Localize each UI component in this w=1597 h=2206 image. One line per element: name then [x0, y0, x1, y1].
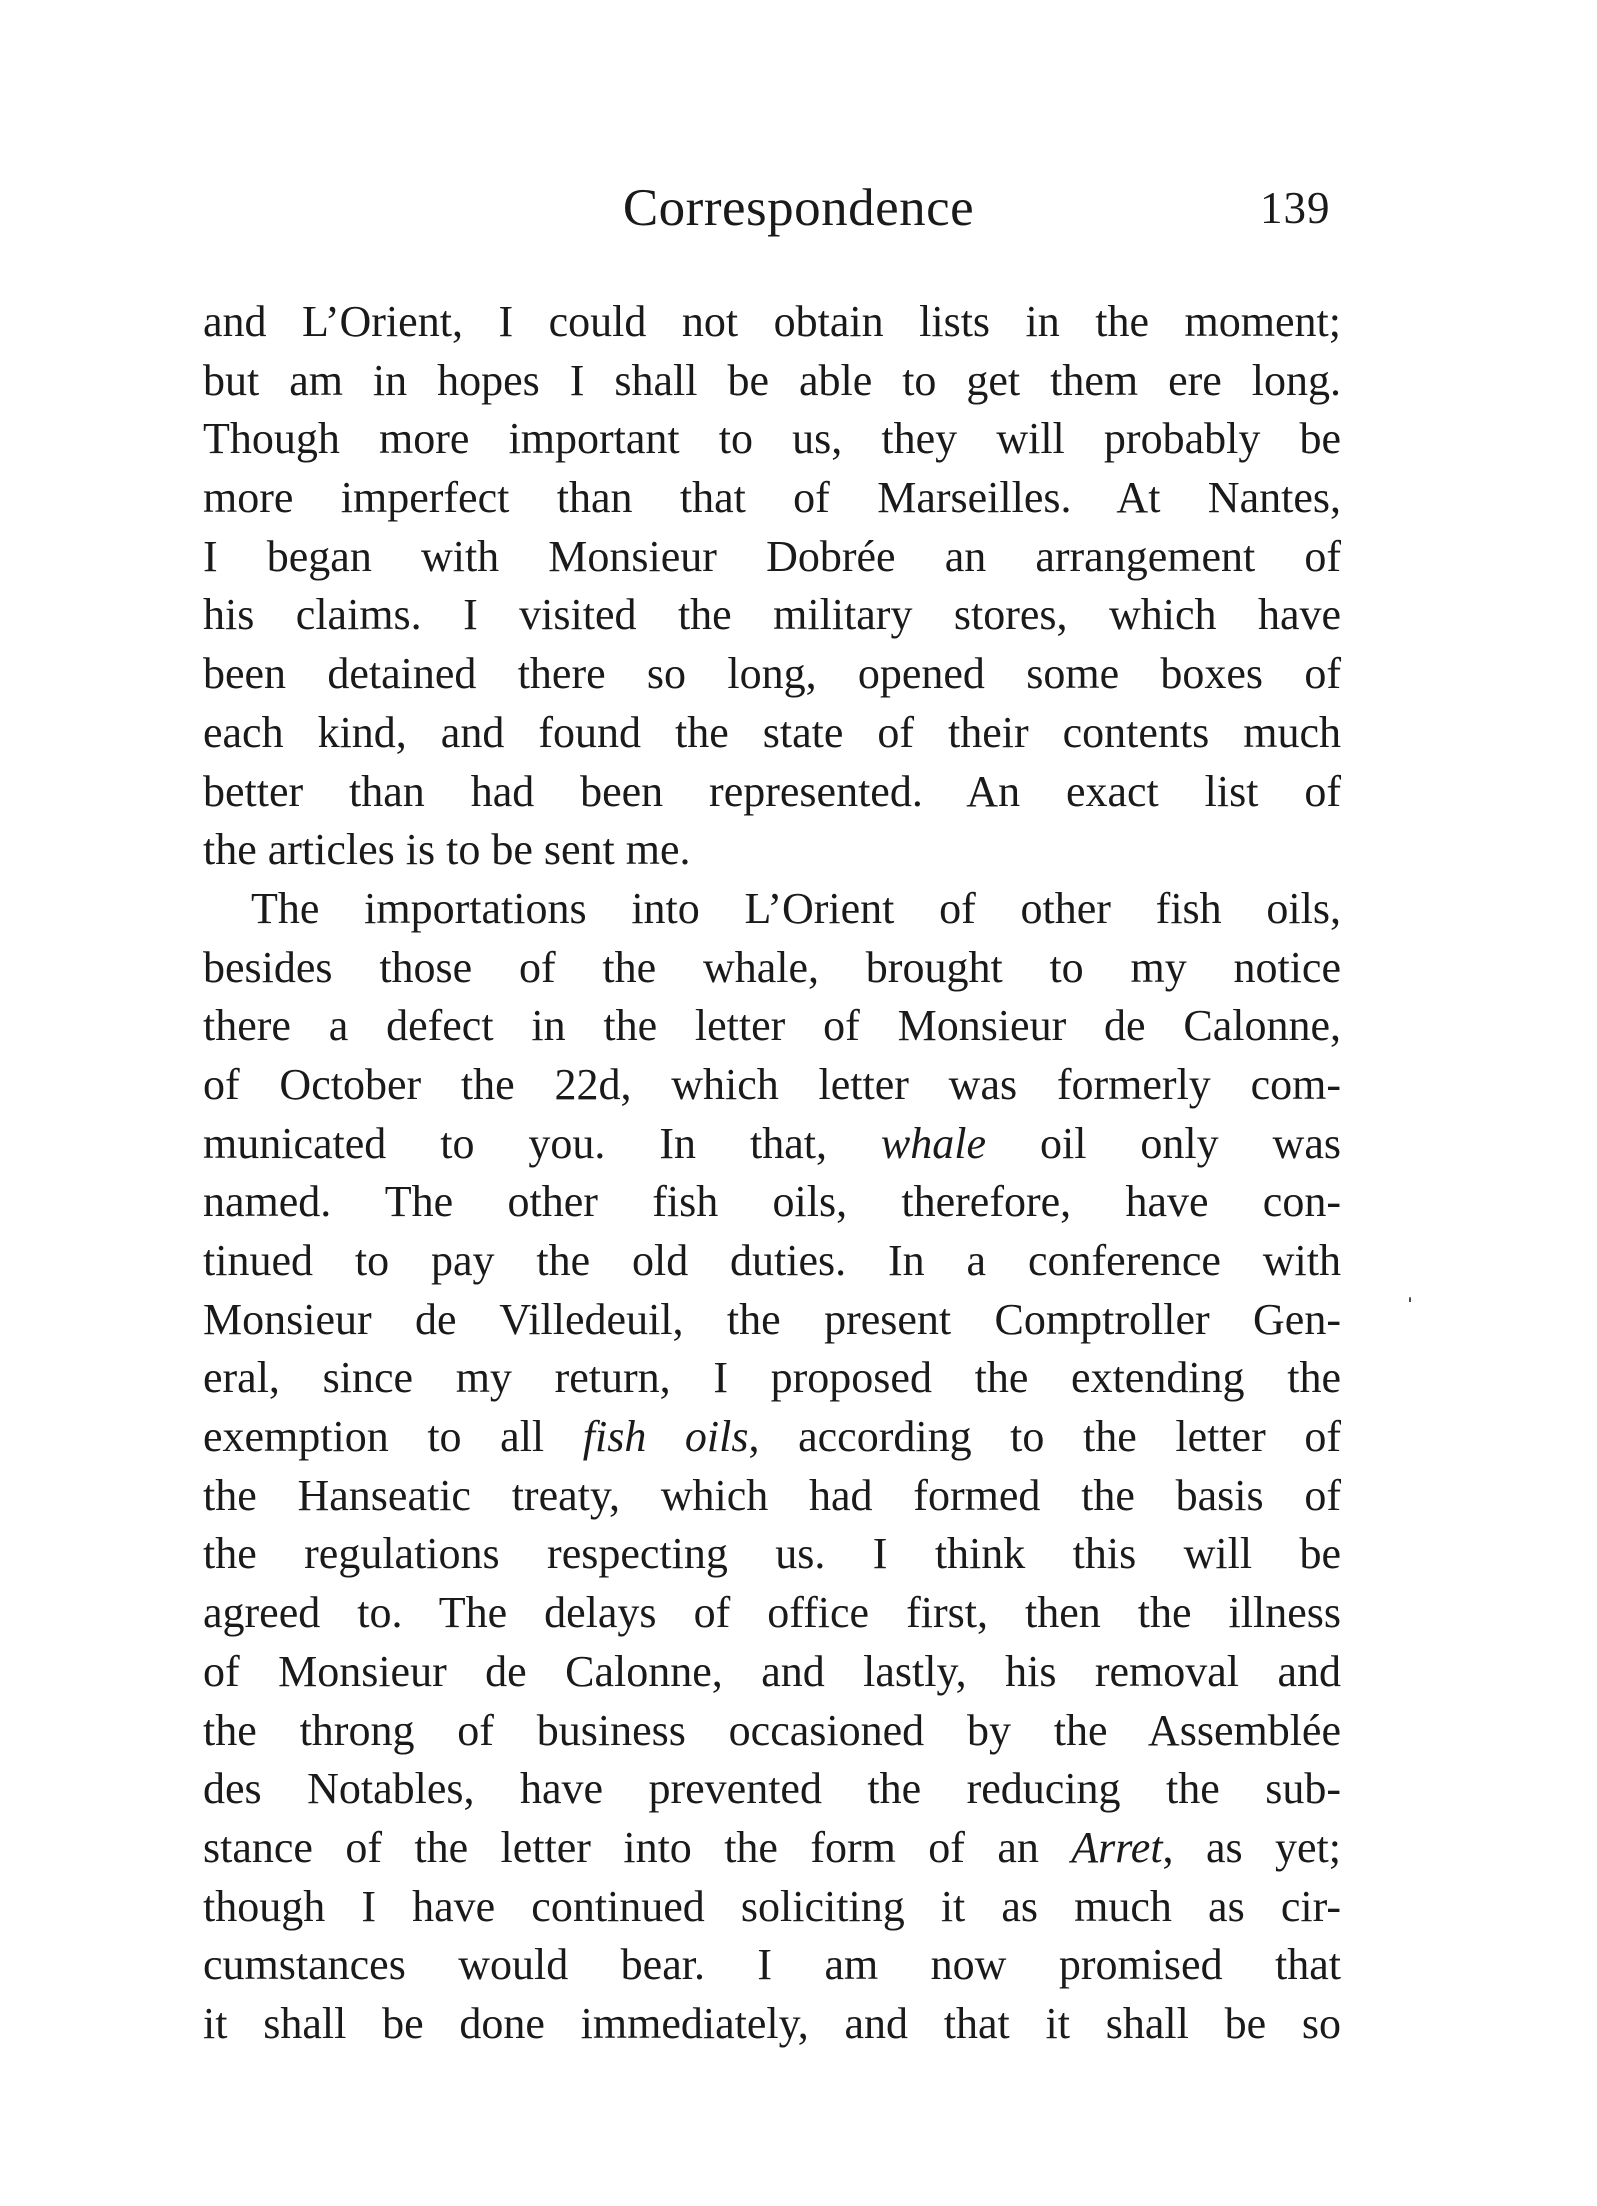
- text-line: each kind, and found the state of their contents much: [203, 707, 1341, 757]
- page-title: Correspondence: [622, 179, 975, 237]
- paragraph-start-line: The importations into L’Orient of other fish oils,: [251, 883, 1341, 933]
- text-line: his claims. I visited the military stores, which have: [203, 590, 1341, 640]
- text-line: Monsieur de Villedeuil, the present Comptroller Gen-: [203, 1294, 1341, 1344]
- text-line-with-italic: [203, 1408, 1341, 1467]
- text-line: des Notables, have prevented the reducing the sub-: [203, 1764, 1341, 1814]
- text-line: more imperfect than that of Marseilles. At Nantes,: [203, 473, 1341, 523]
- text-line: though I have continued soliciting it as much as cir-: [203, 1881, 1341, 1931]
- text-line: tinued to pay the old duties. In a conference with: [203, 1236, 1341, 1285]
- paragraph-end-line: the articles is to be sent me.: [203, 825, 691, 875]
- text-line-with-italic: [203, 1115, 1341, 1174]
- text-line: eral, since my return, I proposed the extending the: [203, 1353, 1341, 1403]
- text-line: of Monsieur de Calonne, and lastly, his removal and: [203, 1646, 1341, 1696]
- text-segment: municated to you. In that,: [203, 1118, 881, 1168]
- text-segment: , according to the letter of: [748, 1412, 1341, 1462]
- text-line: I began with Monsieur Dobrée an arrangement of: [203, 531, 1341, 581]
- text-line: agreed to. The delays of office first, then the illness: [203, 1588, 1341, 1638]
- text-line: better than had been represented. An exact list of: [203, 766, 1341, 816]
- text-segment: stance of the letter into the form of an: [203, 1822, 1072, 1872]
- text-segment: , as yet;: [1162, 1822, 1341, 1872]
- text-line: of October the 22d, which letter was formerly com-: [203, 1059, 1341, 1109]
- italic-term: fish oils: [582, 1412, 749, 1462]
- body-text: [203, 293, 1341, 2054]
- text-line: cumstances would bear. I am now promised that: [203, 1940, 1341, 1990]
- text-segment: oil only was: [986, 1118, 1341, 1168]
- text-line: the Hanseatic treaty, which had formed the basis of: [203, 1470, 1341, 1520]
- text-line-with-italic: [203, 1819, 1341, 1878]
- page-number: 139: [1260, 183, 1331, 233]
- text-line: and L’Orient, I could not obtain lists in the moment;: [203, 297, 1341, 346]
- text-line: named. The other fish oils, therefore, have con-: [203, 1177, 1341, 1227]
- text-line: there a defect in the letter of Monsieur de Calonne,: [203, 1001, 1341, 1051]
- italic-term: whale: [880, 1118, 987, 1168]
- stray-ink-mark: ˈ: [1405, 1292, 1415, 1325]
- italic-term: Arret: [1071, 1822, 1163, 1872]
- text-line: besides those of the whale, brought to my notice: [203, 942, 1341, 992]
- text-line: the throng of business occasioned by the Assemblée: [203, 1705, 1341, 1755]
- text-line: but am in hopes I shall be able to get them ere long.: [203, 355, 1341, 405]
- text-line: been detained there so long, opened some boxes of: [203, 649, 1341, 699]
- running-head: [0, 168, 1597, 248]
- text-segment: exemption to all: [203, 1412, 583, 1462]
- text-line: Though more important to us, they will probably be: [203, 414, 1341, 464]
- text-line: the regulations respecting us. I think this will be: [203, 1529, 1341, 1579]
- text-line: it shall be done immediately, and that it shall be so: [203, 1998, 1341, 2048]
